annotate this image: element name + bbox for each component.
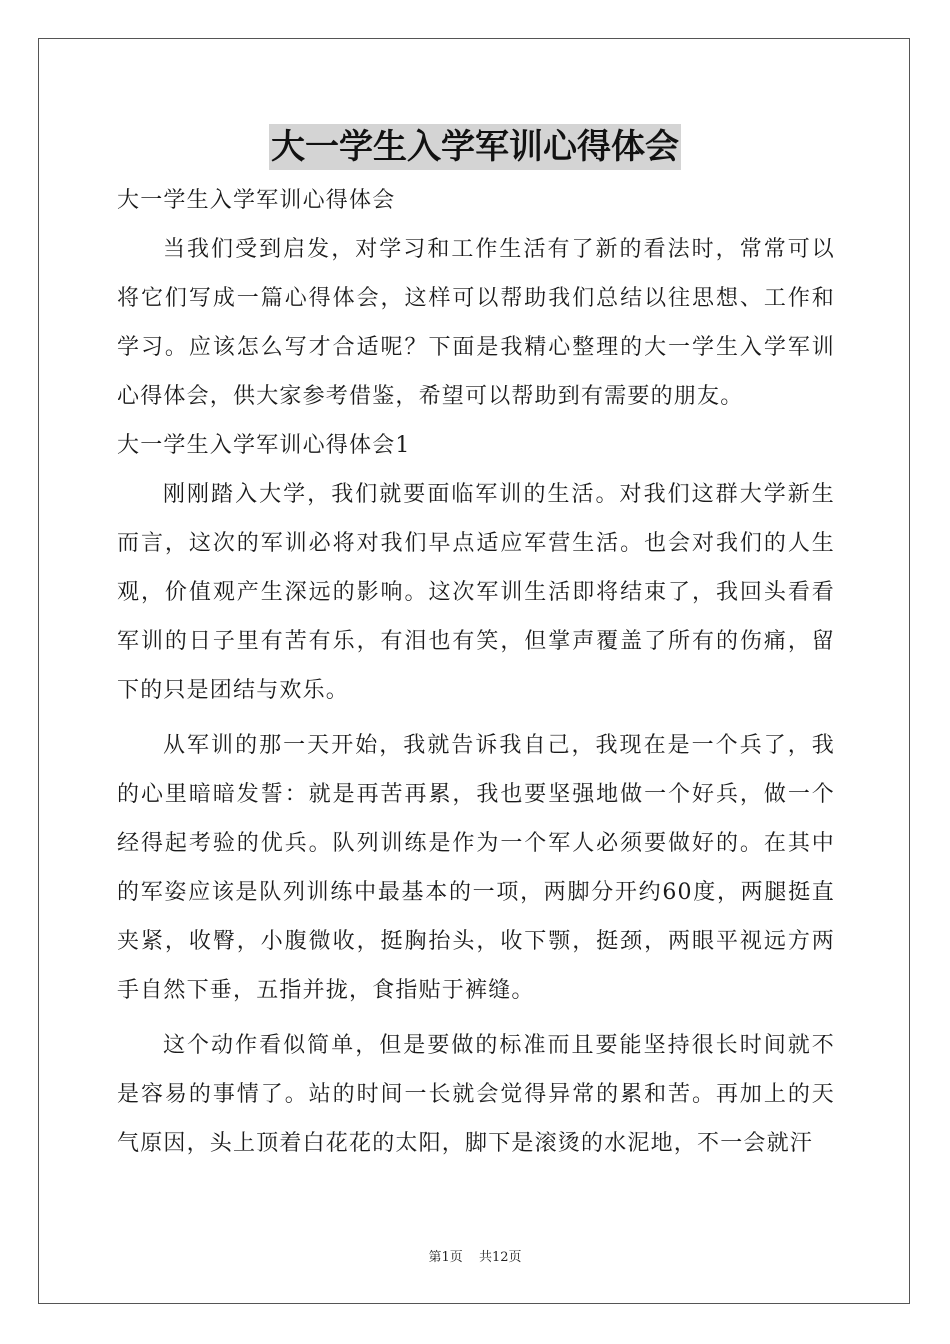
body-paragraph: 这个动作看似简单，但是要做的标准而且要能坚持很长时间就不是容易的事情了。站的时间一长就会觉得异常的累和苦。再加上的天气原因，头上顶着白花花的太阳，脚下是滚烫的水泥地，不一会就汗: [117, 1033, 835, 1156]
document-body: [117, 176, 835, 1168]
total-pages: 共12页: [478, 1250, 522, 1265]
title-container: [0, 124, 950, 170]
body-paragraph: 刚刚踏入大学，我们就要面临军训的生活。对我们这群大学新生而言，这次的军训必将对我们早点适应军营生活。也会对我们的人生观，价值观产生深远的影响。这次军训生活即将结束了，我回头看看军训的日子里有苦有乐，有泪也有笑，但掌声覆盖了所有的伤痛，留下的只是团结与欢乐。: [117, 482, 835, 703]
intro-paragraph: 当我们受到启发，对学习和工作生活有了新的看法时，常常可以将它们写成一篇心得体会，这样可以帮助我们总结以往思想、工作和学习。应该怎么写才合适呢？下面是我精心整理的大一学生入学军训心得体会，供大家参考借鉴，希望可以帮助到有需要的朋友。: [117, 237, 835, 409]
document-subtitle: 大一学生入学军训心得体会: [117, 188, 396, 213]
page-number: 第1页: [428, 1250, 463, 1265]
document-title: 大一学生入学军训心得体会: [269, 124, 681, 170]
page-footer: [0, 1246, 950, 1265]
section-heading: 大一学生入学军训心得体会1: [117, 433, 411, 458]
body-paragraph: 从军训的那一天开始，我就告诉我自己，我现在是一个兵了，我的心里暗暗发誓：就是再苦再累，我也要坚强地做一个好兵，做一个经得起考验的优兵。队列训练是作为一个军人必须要做好的。在其中的军姿应该是队列训练中最基本的一项，两脚分开约60度，两腿挺直夹紧，收臀，小腹微收，挺胸抬头，收下颚，挺颈，两眼平视远方两手自然下垂，五指并拢，食指贴于裤缝。: [117, 733, 835, 1003]
